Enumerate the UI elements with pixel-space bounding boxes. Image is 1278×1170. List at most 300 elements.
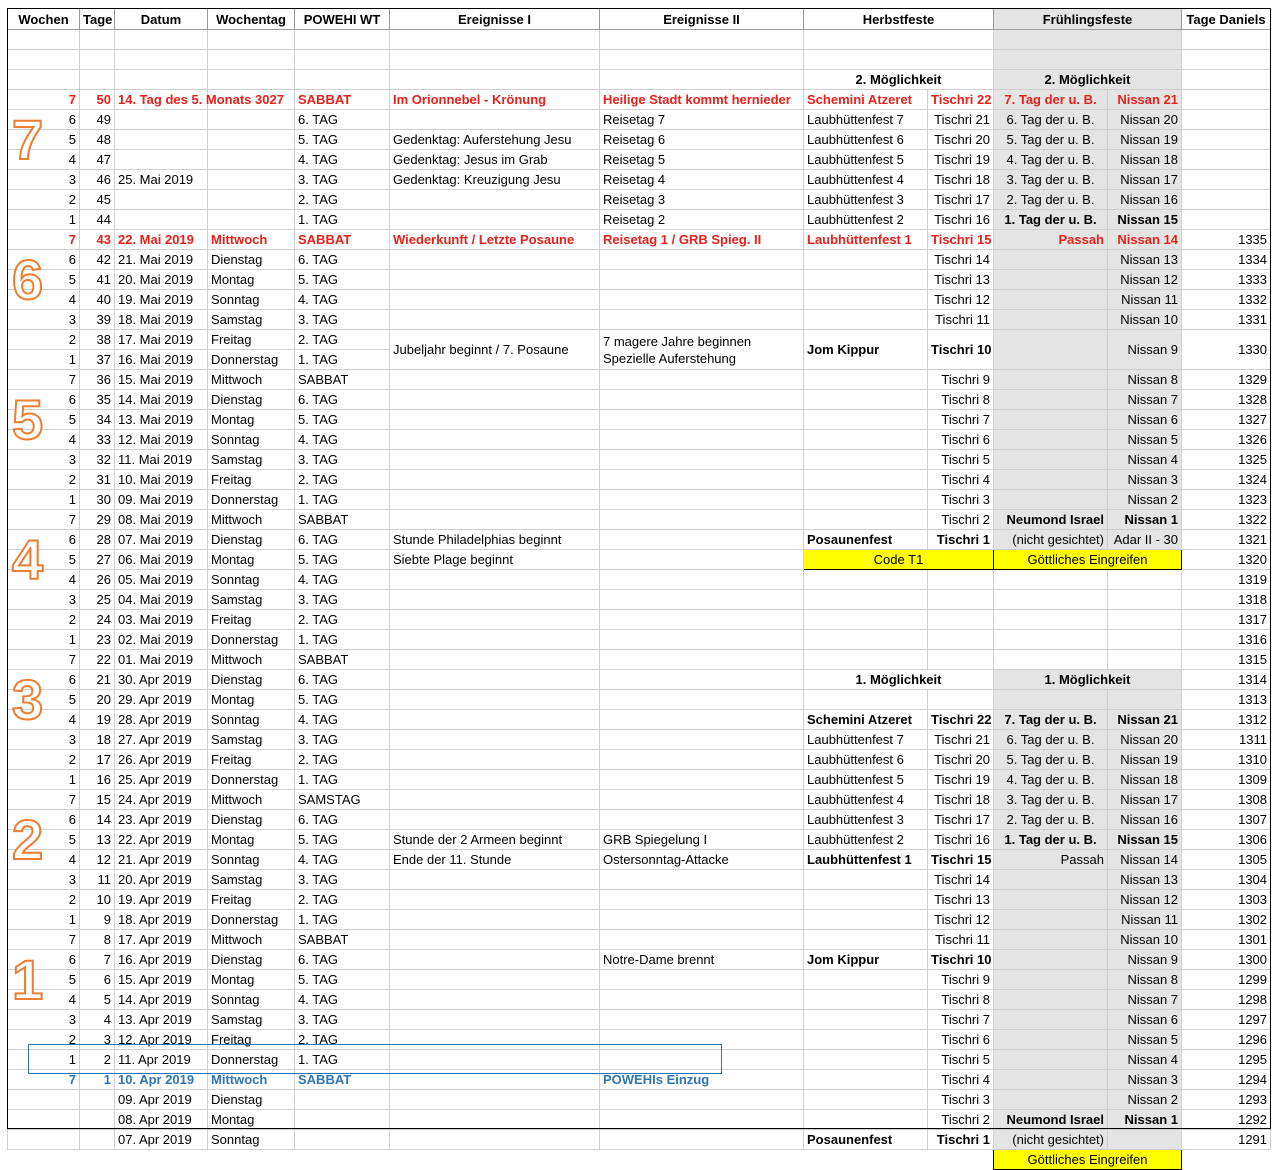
wochentag[interactable]: Samstag — [208, 450, 295, 470]
week[interactable]: 2 — [8, 330, 80, 350]
fruehling-name[interactable] — [994, 1090, 1108, 1110]
herbst-name[interactable] — [804, 1090, 928, 1110]
powehi-wt[interactable]: 5. TAG — [295, 130, 390, 150]
code-t1-cell[interactable]: Code T1 — [804, 550, 994, 570]
week[interactable]: 2 — [8, 1030, 80, 1050]
wochentag[interactable]: Samstag — [208, 870, 295, 890]
wochentag[interactable]: Samstag — [208, 1010, 295, 1030]
ereignis-1[interactable] — [390, 410, 600, 430]
herbst-name[interactable] — [804, 1050, 928, 1070]
herbst-date[interactable]: Tischri 14 — [928, 870, 994, 890]
herbst-name[interactable] — [804, 450, 928, 470]
day[interactable]: 1 — [80, 1070, 115, 1090]
fruehling-name[interactable] — [994, 630, 1108, 650]
datum[interactable]: 14. Mai 2019 — [115, 390, 208, 410]
ereignis-1[interactable] — [390, 450, 600, 470]
datum[interactable]: 23. Apr 2019 — [115, 810, 208, 830]
wochentag[interactable]: Montag — [208, 1110, 295, 1130]
week[interactable]: 2 — [8, 610, 80, 630]
ereignis-1[interactable] — [390, 970, 600, 990]
wochentag[interactable]: Sonntag — [208, 570, 295, 590]
ereignis-1[interactable] — [390, 1110, 600, 1130]
week[interactable]: 6 — [8, 390, 80, 410]
day[interactable]: 28 — [80, 530, 115, 550]
fruehling-name[interactable] — [994, 410, 1108, 430]
herbst-date[interactable]: Tischri 6 — [928, 430, 994, 450]
herbst-name[interactable]: Schemini Atzeret — [804, 710, 928, 730]
datum[interactable]: 21. Apr 2019 — [115, 850, 208, 870]
fruehling-name[interactable]: 5. Tag der u. B. — [994, 750, 1108, 770]
tage-daniels[interactable] — [1182, 210, 1271, 230]
wochentag[interactable]: Samstag — [208, 590, 295, 610]
fruehling-date[interactable]: Nissan 20 — [1108, 730, 1182, 750]
herbst-name[interactable]: Laubhüttenfest 7 — [804, 730, 928, 750]
powehi-wt[interactable]: 4. TAG — [295, 850, 390, 870]
datum[interactable]: 29. Apr 2019 — [115, 690, 208, 710]
wochentag[interactable]: Donnerstag — [208, 770, 295, 790]
herbst-name[interactable] — [804, 650, 928, 670]
day[interactable]: 25 — [80, 590, 115, 610]
herbst-name[interactable]: Jom Kippur — [804, 330, 928, 370]
datum[interactable]: 10. Mai 2019 — [115, 470, 208, 490]
herbst-date[interactable]: Tischri 16 — [928, 830, 994, 850]
fruehling-name[interactable] — [994, 1050, 1108, 1070]
ereignis-2[interactable] — [600, 470, 804, 490]
fruehling-name[interactable] — [994, 970, 1108, 990]
empty-cell[interactable] — [600, 50, 804, 70]
week[interactable]: 2 — [8, 470, 80, 490]
ereignis-1[interactable]: Im Orionnebel - Krönung — [390, 90, 600, 110]
fruehling-date[interactable]: Nissan 16 — [1108, 810, 1182, 830]
tage-daniels[interactable]: 1292 — [1182, 1110, 1271, 1130]
ereignis-1[interactable]: Stunde Philadelphias beginnt — [390, 530, 600, 550]
tage-daniels[interactable]: 1330 — [1182, 330, 1271, 370]
ereignis-1[interactable]: Gedenktag: Kreuzigung Jesu — [390, 170, 600, 190]
datum[interactable] — [115, 110, 208, 130]
header-herbstfeste[interactable]: Herbstfeste — [804, 9, 994, 30]
fruehling-date[interactable]: Nissan 15 — [1108, 210, 1182, 230]
ereignis-2[interactable] — [600, 530, 804, 550]
powehi-wt[interactable]: SABBAT — [295, 230, 390, 250]
fruehling-date[interactable] — [1108, 610, 1182, 630]
empty-cell[interactable] — [8, 50, 80, 70]
powehi-wt[interactable]: 3. TAG — [295, 590, 390, 610]
wochentag[interactable] — [208, 150, 295, 170]
datum[interactable]: 14. Apr 2019 — [115, 990, 208, 1010]
ereignis-2[interactable] — [600, 810, 804, 830]
wochentag[interactable]: Montag — [208, 970, 295, 990]
powehi-wt[interactable]: SABBAT — [295, 1070, 390, 1090]
tage-daniels[interactable]: 1316 — [1182, 630, 1271, 650]
ereignis-2[interactable] — [600, 510, 804, 530]
powehi-wt[interactable]: 2. TAG — [295, 1030, 390, 1050]
herbst-date[interactable]: Tischri 15 — [928, 850, 994, 870]
fruehling-name[interactable] — [994, 390, 1108, 410]
wochentag[interactable]: Montag — [208, 410, 295, 430]
fruehling-date[interactable]: Nissan 11 — [1108, 290, 1182, 310]
day[interactable] — [80, 1090, 115, 1110]
ereignis-2[interactable] — [600, 270, 804, 290]
herbst-name[interactable] — [804, 990, 928, 1010]
herbst-date[interactable]: Tischri 21 — [928, 110, 994, 130]
day[interactable]: 39 — [80, 310, 115, 330]
datum[interactable]: 24. Apr 2019 — [115, 790, 208, 810]
herbst-date[interactable]: Tischri 12 — [928, 290, 994, 310]
ereignis-1[interactable]: Jubeljahr beginnt / 7. Posaune — [390, 330, 600, 370]
day[interactable]: 3 — [80, 1030, 115, 1050]
herbst-name[interactable] — [804, 630, 928, 650]
wochentag[interactable]: Dienstag — [208, 250, 295, 270]
powehi-wt[interactable]: 5. TAG — [295, 550, 390, 570]
fruehling-date[interactable]: Nissan 11 — [1108, 910, 1182, 930]
datum[interactable]: 13. Apr 2019 — [115, 1010, 208, 1030]
herbst-name[interactable] — [804, 970, 928, 990]
week[interactable]: 2 — [8, 190, 80, 210]
ereignis-1[interactable] — [390, 490, 600, 510]
fruehling-date[interactable]: Nissan 1 — [1108, 510, 1182, 530]
datum[interactable]: 06. Mai 2019 — [115, 550, 208, 570]
herbst-date[interactable]: Tischri 6 — [928, 1030, 994, 1050]
powehi-wt[interactable]: 2. TAG — [295, 610, 390, 630]
day[interactable]: 35 — [80, 390, 115, 410]
datum[interactable]: 19. Apr 2019 — [115, 890, 208, 910]
wochentag[interactable]: Freitag — [208, 330, 295, 350]
fruehling-name[interactable] — [994, 470, 1108, 490]
empty-cell[interactable] — [208, 50, 295, 70]
ereignis-2[interactable] — [600, 930, 804, 950]
day[interactable]: 7 — [80, 950, 115, 970]
ereignis-1[interactable] — [390, 570, 600, 590]
wochentag[interactable]: Freitag — [208, 1030, 295, 1050]
empty-cell[interactable] — [115, 50, 208, 70]
powehi-wt[interactable]: 3. TAG — [295, 870, 390, 890]
fruehling-date[interactable]: Nissan 9 — [1108, 950, 1182, 970]
day[interactable]: 16 — [80, 770, 115, 790]
herbst-date[interactable]: Tischri 18 — [928, 170, 994, 190]
week[interactable]: 5 — [8, 970, 80, 990]
tage-daniels[interactable]: 1307 — [1182, 810, 1271, 830]
fruehling-date[interactable]: Nissan 4 — [1108, 1050, 1182, 1070]
tage-daniels[interactable] — [1182, 90, 1271, 110]
powehi-wt[interactable] — [295, 1110, 390, 1130]
powehi-wt[interactable]: SABBAT — [295, 90, 390, 110]
day[interactable]: 5 — [80, 990, 115, 1010]
week[interactable]: 1 — [8, 490, 80, 510]
fruehling-date[interactable]: Nissan 21 — [1108, 710, 1182, 730]
ereignis-2[interactable]: Reisetag 6 — [600, 130, 804, 150]
wochentag[interactable]: Samstag — [208, 730, 295, 750]
fruehling-name[interactable]: 4. Tag der u. B. — [994, 150, 1108, 170]
fruehling-name[interactable]: 5. Tag der u. B. — [994, 130, 1108, 150]
powehi-wt[interactable]: 6. TAG — [295, 530, 390, 550]
wochentag[interactable]: Montag — [208, 270, 295, 290]
datum[interactable]: 09. Apr 2019 — [115, 1090, 208, 1110]
wochentag[interactable]: Freitag — [208, 750, 295, 770]
herbst-name[interactable] — [804, 430, 928, 450]
ereignis-1[interactable]: Gedenktag: Jesus im Grab — [390, 150, 600, 170]
powehi-wt[interactable]: 2. TAG — [295, 890, 390, 910]
powehi-wt[interactable]: 5. TAG — [295, 690, 390, 710]
fruehling-date[interactable]: Nissan 4 — [1108, 450, 1182, 470]
header-fruehlingsfeste[interactable]: Frühlingsfeste — [994, 9, 1182, 30]
ereignis-1[interactable] — [390, 370, 600, 390]
week[interactable]: 6 — [8, 250, 80, 270]
fruehling-date[interactable]: Nissan 7 — [1108, 990, 1182, 1010]
tage-daniels[interactable]: 1296 — [1182, 1030, 1271, 1050]
ereignis-2[interactable] — [600, 770, 804, 790]
ereignis-1[interactable] — [390, 690, 600, 710]
tage-daniels[interactable]: 1309 — [1182, 770, 1271, 790]
herbst-date[interactable]: Tischri 8 — [928, 390, 994, 410]
ereignis-2[interactable] — [600, 690, 804, 710]
empty-cell[interactable] — [80, 50, 115, 70]
powehi-wt[interactable]: 4. TAG — [295, 990, 390, 1010]
powehi-wt[interactable]: 1. TAG — [295, 350, 390, 370]
ereignis-1[interactable] — [390, 670, 600, 690]
week[interactable]: 7 — [8, 510, 80, 530]
fruehling-name[interactable] — [994, 290, 1108, 310]
ereignis-1[interactable] — [390, 310, 600, 330]
day[interactable]: 17 — [80, 750, 115, 770]
week[interactable]: 7 — [8, 930, 80, 950]
ereignis-1[interactable] — [390, 710, 600, 730]
herbst-date[interactable]: Tischri 5 — [928, 1050, 994, 1070]
fruehling-name[interactable] — [994, 430, 1108, 450]
fruehling-date[interactable]: Nissan 5 — [1108, 430, 1182, 450]
goettliches-eingreifen-bottom[interactable]: Göttliches Eingreifen — [994, 1150, 1182, 1170]
tage-daniels[interactable]: 1299 — [1182, 970, 1271, 990]
tage-daniels[interactable]: 1311 — [1182, 730, 1271, 750]
fruehling-date[interactable]: Nissan 20 — [1108, 110, 1182, 130]
powehi-wt[interactable]: 4. TAG — [295, 290, 390, 310]
tage-daniels[interactable]: 1325 — [1182, 450, 1271, 470]
week[interactable]: 6 — [8, 110, 80, 130]
day[interactable]: 48 — [80, 130, 115, 150]
day[interactable]: 37 — [80, 350, 115, 370]
day[interactable]: 27 — [80, 550, 115, 570]
fruehling-name[interactable] — [994, 1030, 1108, 1050]
powehi-wt[interactable]: 3. TAG — [295, 730, 390, 750]
fruehling-date[interactable]: Nissan 14 — [1108, 230, 1182, 250]
day[interactable]: 6 — [80, 970, 115, 990]
powehi-wt[interactable]: 2. TAG — [295, 330, 390, 350]
fruehling-date[interactable]: Nissan 19 — [1108, 130, 1182, 150]
herbst-date[interactable]: Tischri 1 — [928, 530, 994, 550]
fruehling-date[interactable] — [1108, 650, 1182, 670]
herbst-date[interactable]: Tischri 11 — [928, 310, 994, 330]
herbst-name[interactable] — [804, 1030, 928, 1050]
week[interactable]: 5 — [8, 550, 80, 570]
fruehling-date[interactable] — [1108, 630, 1182, 650]
day[interactable]: 2 — [80, 1050, 115, 1070]
day[interactable]: 20 — [80, 690, 115, 710]
wochentag[interactable]: Donnerstag — [208, 630, 295, 650]
powehi-wt[interactable]: SABBAT — [295, 370, 390, 390]
datum[interactable]: 17. Mai 2019 — [115, 330, 208, 350]
wochentag[interactable] — [208, 110, 295, 130]
wochentag[interactable]: Sonntag — [208, 710, 295, 730]
ereignis-2[interactable] — [600, 410, 804, 430]
fruehling-date[interactable]: Nissan 2 — [1108, 1090, 1182, 1110]
wochentag[interactable]: Sonntag — [208, 850, 295, 870]
day[interactable]: 31 — [80, 470, 115, 490]
day[interactable]: 32 — [80, 450, 115, 470]
week[interactable]: 7 — [8, 370, 80, 390]
herbst-name[interactable]: Jom Kippur — [804, 950, 928, 970]
powehi-wt[interactable]: 5. TAG — [295, 970, 390, 990]
wochentag[interactable]: Donnerstag — [208, 490, 295, 510]
tage-daniels[interactable]: 1327 — [1182, 410, 1271, 430]
fruehling-name[interactable]: 2. Tag der u. B. — [994, 810, 1108, 830]
ereignis-2[interactable] — [600, 870, 804, 890]
tage-daniels[interactable] — [1182, 170, 1271, 190]
ereignis-2[interactable] — [600, 330, 804, 370]
herbst-date[interactable]: Tischri 8 — [928, 990, 994, 1010]
herbst-date[interactable]: Tischri 5 — [928, 450, 994, 470]
day[interactable]: 19 — [80, 710, 115, 730]
tage-daniels[interactable]: 1294 — [1182, 1070, 1271, 1090]
datum[interactable]: 27. Apr 2019 — [115, 730, 208, 750]
fruehling-name[interactable]: (nicht gesichtet) — [994, 530, 1108, 550]
ereignis-1[interactable] — [390, 750, 600, 770]
week[interactable]: 6 — [8, 950, 80, 970]
day[interactable]: 18 — [80, 730, 115, 750]
ereignis-1[interactable] — [390, 290, 600, 310]
tage-daniels[interactable]: 1312 — [1182, 710, 1271, 730]
fruehling-date[interactable]: Nissan 2 — [1108, 490, 1182, 510]
herbst-name[interactable] — [804, 390, 928, 410]
herbst-date[interactable] — [928, 610, 994, 630]
herbst-date[interactable]: Tischri 7 — [928, 1010, 994, 1030]
herbst-name[interactable]: Laubhüttenfest 4 — [804, 170, 928, 190]
fruehling-name[interactable]: 7. Tag der u. B. — [994, 710, 1108, 730]
herbst-name[interactable] — [804, 930, 928, 950]
datum[interactable]: 05. Mai 2019 — [115, 570, 208, 590]
datum[interactable]: 21. Mai 2019 — [115, 250, 208, 270]
herbst-name[interactable]: Posaunenfest — [804, 530, 928, 550]
ereignis-1[interactable] — [390, 250, 600, 270]
powehi-wt[interactable] — [295, 1090, 390, 1110]
ereignis-2[interactable]: Reisetag 7 — [600, 110, 804, 130]
goettliches-eingreifen-cell[interactable]: Göttliches Eingreifen — [994, 550, 1182, 570]
datum[interactable] — [115, 150, 208, 170]
week[interactable]: 1 — [8, 210, 80, 230]
day[interactable]: 30 — [80, 490, 115, 510]
ereignis-2[interactable] — [600, 710, 804, 730]
wochentag[interactable]: Dienstag — [208, 950, 295, 970]
powehi-wt[interactable]: SABBAT — [295, 930, 390, 950]
powehi-wt[interactable]: 4. TAG — [295, 430, 390, 450]
herbst-name[interactable]: Laubhüttenfest 5 — [804, 770, 928, 790]
datum[interactable]: 08. Mai 2019 — [115, 510, 208, 530]
ereignis-1[interactable]: Ende der 11. Stunde — [390, 850, 600, 870]
tage-daniels[interactable]: 1304 — [1182, 870, 1271, 890]
wochentag[interactable]: Sonntag — [208, 430, 295, 450]
fruehling-date[interactable]: Nissan 13 — [1108, 250, 1182, 270]
ereignis-1[interactable] — [390, 1010, 600, 1030]
empty-cell[interactable] — [115, 30, 208, 50]
header-tage[interactable]: Tage — [80, 9, 115, 30]
empty-cell[interactable] — [994, 50, 1182, 70]
wochentag[interactable]: Mittwoch — [208, 510, 295, 530]
fruehling-date[interactable]: Nissan 13 — [1108, 870, 1182, 890]
wochentag[interactable] — [208, 210, 295, 230]
day[interactable]: 45 — [80, 190, 115, 210]
fruehling-date[interactable]: Nissan 8 — [1108, 970, 1182, 990]
week[interactable] — [8, 1090, 80, 1110]
fruehling-date[interactable]: Nissan 1 — [1108, 1110, 1182, 1130]
herbst-date[interactable]: Tischri 12 — [928, 910, 994, 930]
tage-daniels[interactable]: 1303 — [1182, 890, 1271, 910]
datum[interactable]: 13. Mai 2019 — [115, 410, 208, 430]
herbst-date[interactable]: Tischri 3 — [928, 1090, 994, 1110]
fruehling-name[interactable] — [994, 890, 1108, 910]
tage-daniels[interactable] — [1182, 150, 1271, 170]
herbst-name[interactable] — [804, 310, 928, 330]
empty-cell[interactable] — [208, 70, 295, 90]
ereignis-2[interactable] — [600, 590, 804, 610]
ereignis-2[interactable] — [600, 790, 804, 810]
powehi-wt[interactable]: 1. TAG — [295, 770, 390, 790]
week[interactable]: 3 — [8, 450, 80, 470]
datum[interactable]: 20. Apr 2019 — [115, 870, 208, 890]
ereignis-2[interactable] — [600, 750, 804, 770]
herbst-date[interactable]: Tischri 20 — [928, 130, 994, 150]
herbst-date[interactable]: Tischri 10 — [928, 950, 994, 970]
ereignis-1[interactable]: Gedenktag: Auferstehung Jesu — [390, 130, 600, 150]
wochentag[interactable] — [208, 130, 295, 150]
wochentag[interactable]: Freitag — [208, 890, 295, 910]
herbst-name[interactable] — [804, 610, 928, 630]
powehi-wt[interactable]: 1. TAG — [295, 910, 390, 930]
herbst-date[interactable]: Tischri 13 — [928, 270, 994, 290]
datum[interactable]: 28. Apr 2019 — [115, 710, 208, 730]
empty-cell[interactable] — [295, 30, 390, 50]
week[interactable]: 5 — [8, 410, 80, 430]
herbst-name[interactable] — [804, 490, 928, 510]
fruehling-name[interactable] — [994, 450, 1108, 470]
tage-daniels[interactable]: 1332 — [1182, 290, 1271, 310]
week[interactable]: 5 — [8, 830, 80, 850]
herbst-name[interactable]: Laubhüttenfest 1 — [804, 850, 928, 870]
day[interactable]: 29 — [80, 510, 115, 530]
fruehling-date[interactable]: Nissan 15 — [1108, 830, 1182, 850]
datum[interactable]: 17. Apr 2019 — [115, 930, 208, 950]
tage-daniels[interactable] — [1182, 110, 1271, 130]
datum[interactable]: 14. Tag des 5. Monats 3027 — [115, 90, 208, 110]
ereignis-1[interactable] — [390, 110, 600, 130]
powehi-wt[interactable]: 2. TAG — [295, 190, 390, 210]
ereignis-2[interactable]: POWEHIs Einzug — [600, 1070, 804, 1090]
datum[interactable]: 25. Mai 2019 — [115, 170, 208, 190]
powehi-wt[interactable]: SABBAT — [295, 510, 390, 530]
ereignis-2[interactable]: GRB Spiegelung I — [600, 830, 804, 850]
day[interactable]: 47 — [80, 150, 115, 170]
herbst-date[interactable]: Tischri 19 — [928, 150, 994, 170]
ereignis-2[interactable] — [600, 730, 804, 750]
week[interactable]: 3 — [8, 730, 80, 750]
herbst-date[interactable]: Tischri 3 — [928, 490, 994, 510]
wochentag[interactable] — [208, 190, 295, 210]
herbst-date[interactable]: Tischri 9 — [928, 370, 994, 390]
herbst-name[interactable]: Laubhüttenfest 4 — [804, 790, 928, 810]
ereignis-1[interactable]: Siebte Plage beginnt — [390, 550, 600, 570]
fruehling-date[interactable]: Nissan 18 — [1108, 770, 1182, 790]
herbst-date[interactable]: Tischri 21 — [928, 730, 994, 750]
fruehling-name[interactable] — [994, 270, 1108, 290]
ereignis-1[interactable]: Wiederkunft / Letzte Posaune — [390, 230, 600, 250]
ereignis-2[interactable] — [600, 990, 804, 1010]
